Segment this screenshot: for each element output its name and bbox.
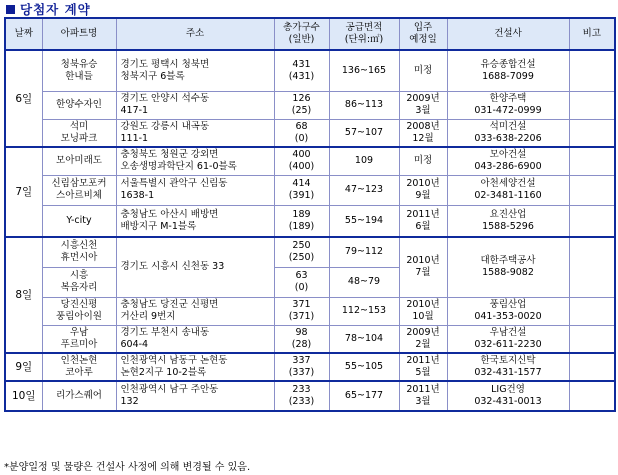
footnote: *분양일정 및 물량은 건설사 사정에 의해 변경될 수 있음. bbox=[4, 462, 251, 473]
apartment-name: 신림삼모포커 스아르비체 bbox=[42, 175, 116, 205]
builder: 대한주택공사 1588-9082 bbox=[447, 237, 569, 297]
builder: 아천세양건설 02-3481-1160 bbox=[447, 175, 569, 205]
col-area: 공급면적 (단위:㎡) bbox=[329, 18, 399, 50]
col-units: 총가구수 (일반) bbox=[274, 18, 329, 50]
col-address: 주소 bbox=[116, 18, 274, 50]
move-in: 2010년 7월 bbox=[399, 237, 447, 297]
remarks bbox=[569, 147, 615, 175]
units: 400 (400) bbox=[274, 147, 329, 175]
apartment-name: 당진신평 풍림아이원 bbox=[42, 297, 116, 325]
col-date: 날짜 bbox=[5, 18, 42, 50]
units: 68 (0) bbox=[274, 119, 329, 147]
remarks bbox=[569, 175, 615, 205]
apartment-name: 한양수자인 bbox=[42, 91, 116, 119]
builder: 한국토지신탁 032-431-1577 bbox=[447, 353, 569, 381]
col-builder: 건설사 bbox=[447, 18, 569, 50]
title-text: 당첨자 계약 bbox=[20, 2, 91, 17]
area: 55~194 bbox=[329, 205, 399, 237]
table-body bbox=[5, 50, 615, 411]
apartment-name: 시흥 복음자리 bbox=[42, 267, 116, 297]
move-in: 2009년 2월 bbox=[399, 325, 447, 353]
area: 109 bbox=[329, 147, 399, 175]
units: 98 (28) bbox=[274, 325, 329, 353]
move-in: 2010년 9월 bbox=[399, 175, 447, 205]
address: 서울특별시 관악구 신림동 1638-1 bbox=[116, 175, 274, 205]
col-remarks: 비고 bbox=[569, 18, 615, 50]
area: 55~105 bbox=[329, 353, 399, 381]
address: 충청남도 당진군 신평면 거산리 9번지 bbox=[116, 297, 274, 325]
area: 136~165 bbox=[329, 50, 399, 91]
units: 337 (337) bbox=[274, 353, 329, 381]
apartment-name: 인천논현 코아루 bbox=[42, 353, 116, 381]
units: 126 (25) bbox=[274, 91, 329, 119]
table-row bbox=[5, 237, 615, 267]
table-row bbox=[5, 50, 615, 91]
remarks bbox=[569, 297, 615, 325]
date-cell: 8일 bbox=[5, 237, 42, 353]
date-cell: 10일 bbox=[5, 381, 42, 411]
area: 57~107 bbox=[329, 119, 399, 147]
move-in: 2009년 3월 bbox=[399, 91, 447, 119]
address: 경기도 부천시 송내동 604-4 bbox=[116, 325, 274, 353]
builder: 우남건설 032-611-2230 bbox=[447, 325, 569, 353]
move-in: 2011년 6월 bbox=[399, 205, 447, 237]
units: 189 (189) bbox=[274, 205, 329, 237]
header-row bbox=[5, 18, 615, 50]
remarks bbox=[569, 237, 615, 297]
area: 65~177 bbox=[329, 381, 399, 411]
builder: 석미건설 033-638-2206 bbox=[447, 119, 569, 147]
table-row bbox=[5, 147, 615, 175]
units: 431 (431) bbox=[274, 50, 329, 91]
move-in: 2011년 5월 bbox=[399, 353, 447, 381]
move-in: 미정 bbox=[399, 147, 447, 175]
area: 79~112 bbox=[329, 237, 399, 267]
apartment-name: 리가스퀘어 bbox=[42, 381, 116, 411]
builder: 요진산업 1588-5296 bbox=[447, 205, 569, 237]
table-row bbox=[5, 297, 615, 325]
area: 78~104 bbox=[329, 325, 399, 353]
remarks bbox=[569, 50, 615, 91]
address: 인천광역시 남동구 논현동 논현2지구 10-2블록 bbox=[116, 353, 274, 381]
address: 경기도 평택시 청북면 청북지구 6블록 bbox=[116, 50, 274, 91]
apartment-name: Y-city bbox=[42, 205, 116, 237]
remarks bbox=[569, 325, 615, 353]
builder: 풍림산업 041-353-0020 bbox=[447, 297, 569, 325]
address: 강원도 강릉시 내곡동 111-1 bbox=[116, 119, 274, 147]
address: 경기도 안양시 석수동 417-1 bbox=[116, 91, 274, 119]
apartment-name: 우남 푸르미아 bbox=[42, 325, 116, 353]
area: 48~79 bbox=[329, 267, 399, 297]
date-cell: 9일 bbox=[5, 353, 42, 381]
date-cell: 7일 bbox=[5, 147, 42, 237]
area: 47~123 bbox=[329, 175, 399, 205]
area: 112~153 bbox=[329, 297, 399, 325]
table-row bbox=[5, 91, 615, 119]
table-row bbox=[5, 205, 615, 237]
address: 인천광역시 남구 주안동 132 bbox=[116, 381, 274, 411]
move-in: 2011년 3월 bbox=[399, 381, 447, 411]
table-row bbox=[5, 175, 615, 205]
units: 233 (233) bbox=[274, 381, 329, 411]
units: 371 (371) bbox=[274, 297, 329, 325]
move-in: 2010년 10월 bbox=[399, 297, 447, 325]
col-move-in: 입주 예정일 bbox=[399, 18, 447, 50]
remarks bbox=[569, 381, 615, 411]
move-in: 2008년 12월 bbox=[399, 119, 447, 147]
table-row bbox=[5, 119, 615, 147]
apartment-name: 석미 모닝파크 bbox=[42, 119, 116, 147]
remarks bbox=[569, 205, 615, 237]
area: 86~113 bbox=[329, 91, 399, 119]
builder: LIG건영 032-431-0013 bbox=[447, 381, 569, 411]
move-in: 미정 bbox=[399, 50, 447, 91]
apartment-name: 모아미래도 bbox=[42, 147, 116, 175]
apartment-name: 청북유승 한내들 bbox=[42, 50, 116, 91]
address: 경기도 시흥시 신천동 33 bbox=[116, 237, 274, 297]
builder: 한양주택 031-472-0999 bbox=[447, 91, 569, 119]
col-apartment: 아파트명 bbox=[42, 18, 116, 50]
builder: 유승종합건설 1688-7099 bbox=[447, 50, 569, 91]
units: 63 (0) bbox=[274, 267, 329, 297]
table-row bbox=[5, 325, 615, 353]
title-bullet-icon bbox=[6, 5, 15, 14]
remarks bbox=[569, 91, 615, 119]
units: 250 (250) bbox=[274, 237, 329, 267]
apartment-name: 시흥신천 휴먼시아 bbox=[42, 237, 116, 267]
address: 충청북도 청원군 강외면 오송생명과학단지 61-0블록 bbox=[116, 147, 274, 175]
date-cell: 6일 bbox=[5, 50, 42, 147]
remarks bbox=[569, 353, 615, 381]
table-row bbox=[5, 381, 615, 411]
remarks bbox=[569, 119, 615, 147]
table-row bbox=[5, 353, 615, 381]
builder: 모아건설 043-286-6900 bbox=[447, 147, 569, 175]
section-title bbox=[6, 1, 91, 17]
units: 414 (391) bbox=[274, 175, 329, 205]
contract-schedule-table bbox=[4, 17, 616, 412]
address: 충청남도 아산시 배방면 배방지구 M-1블록 bbox=[116, 205, 274, 237]
